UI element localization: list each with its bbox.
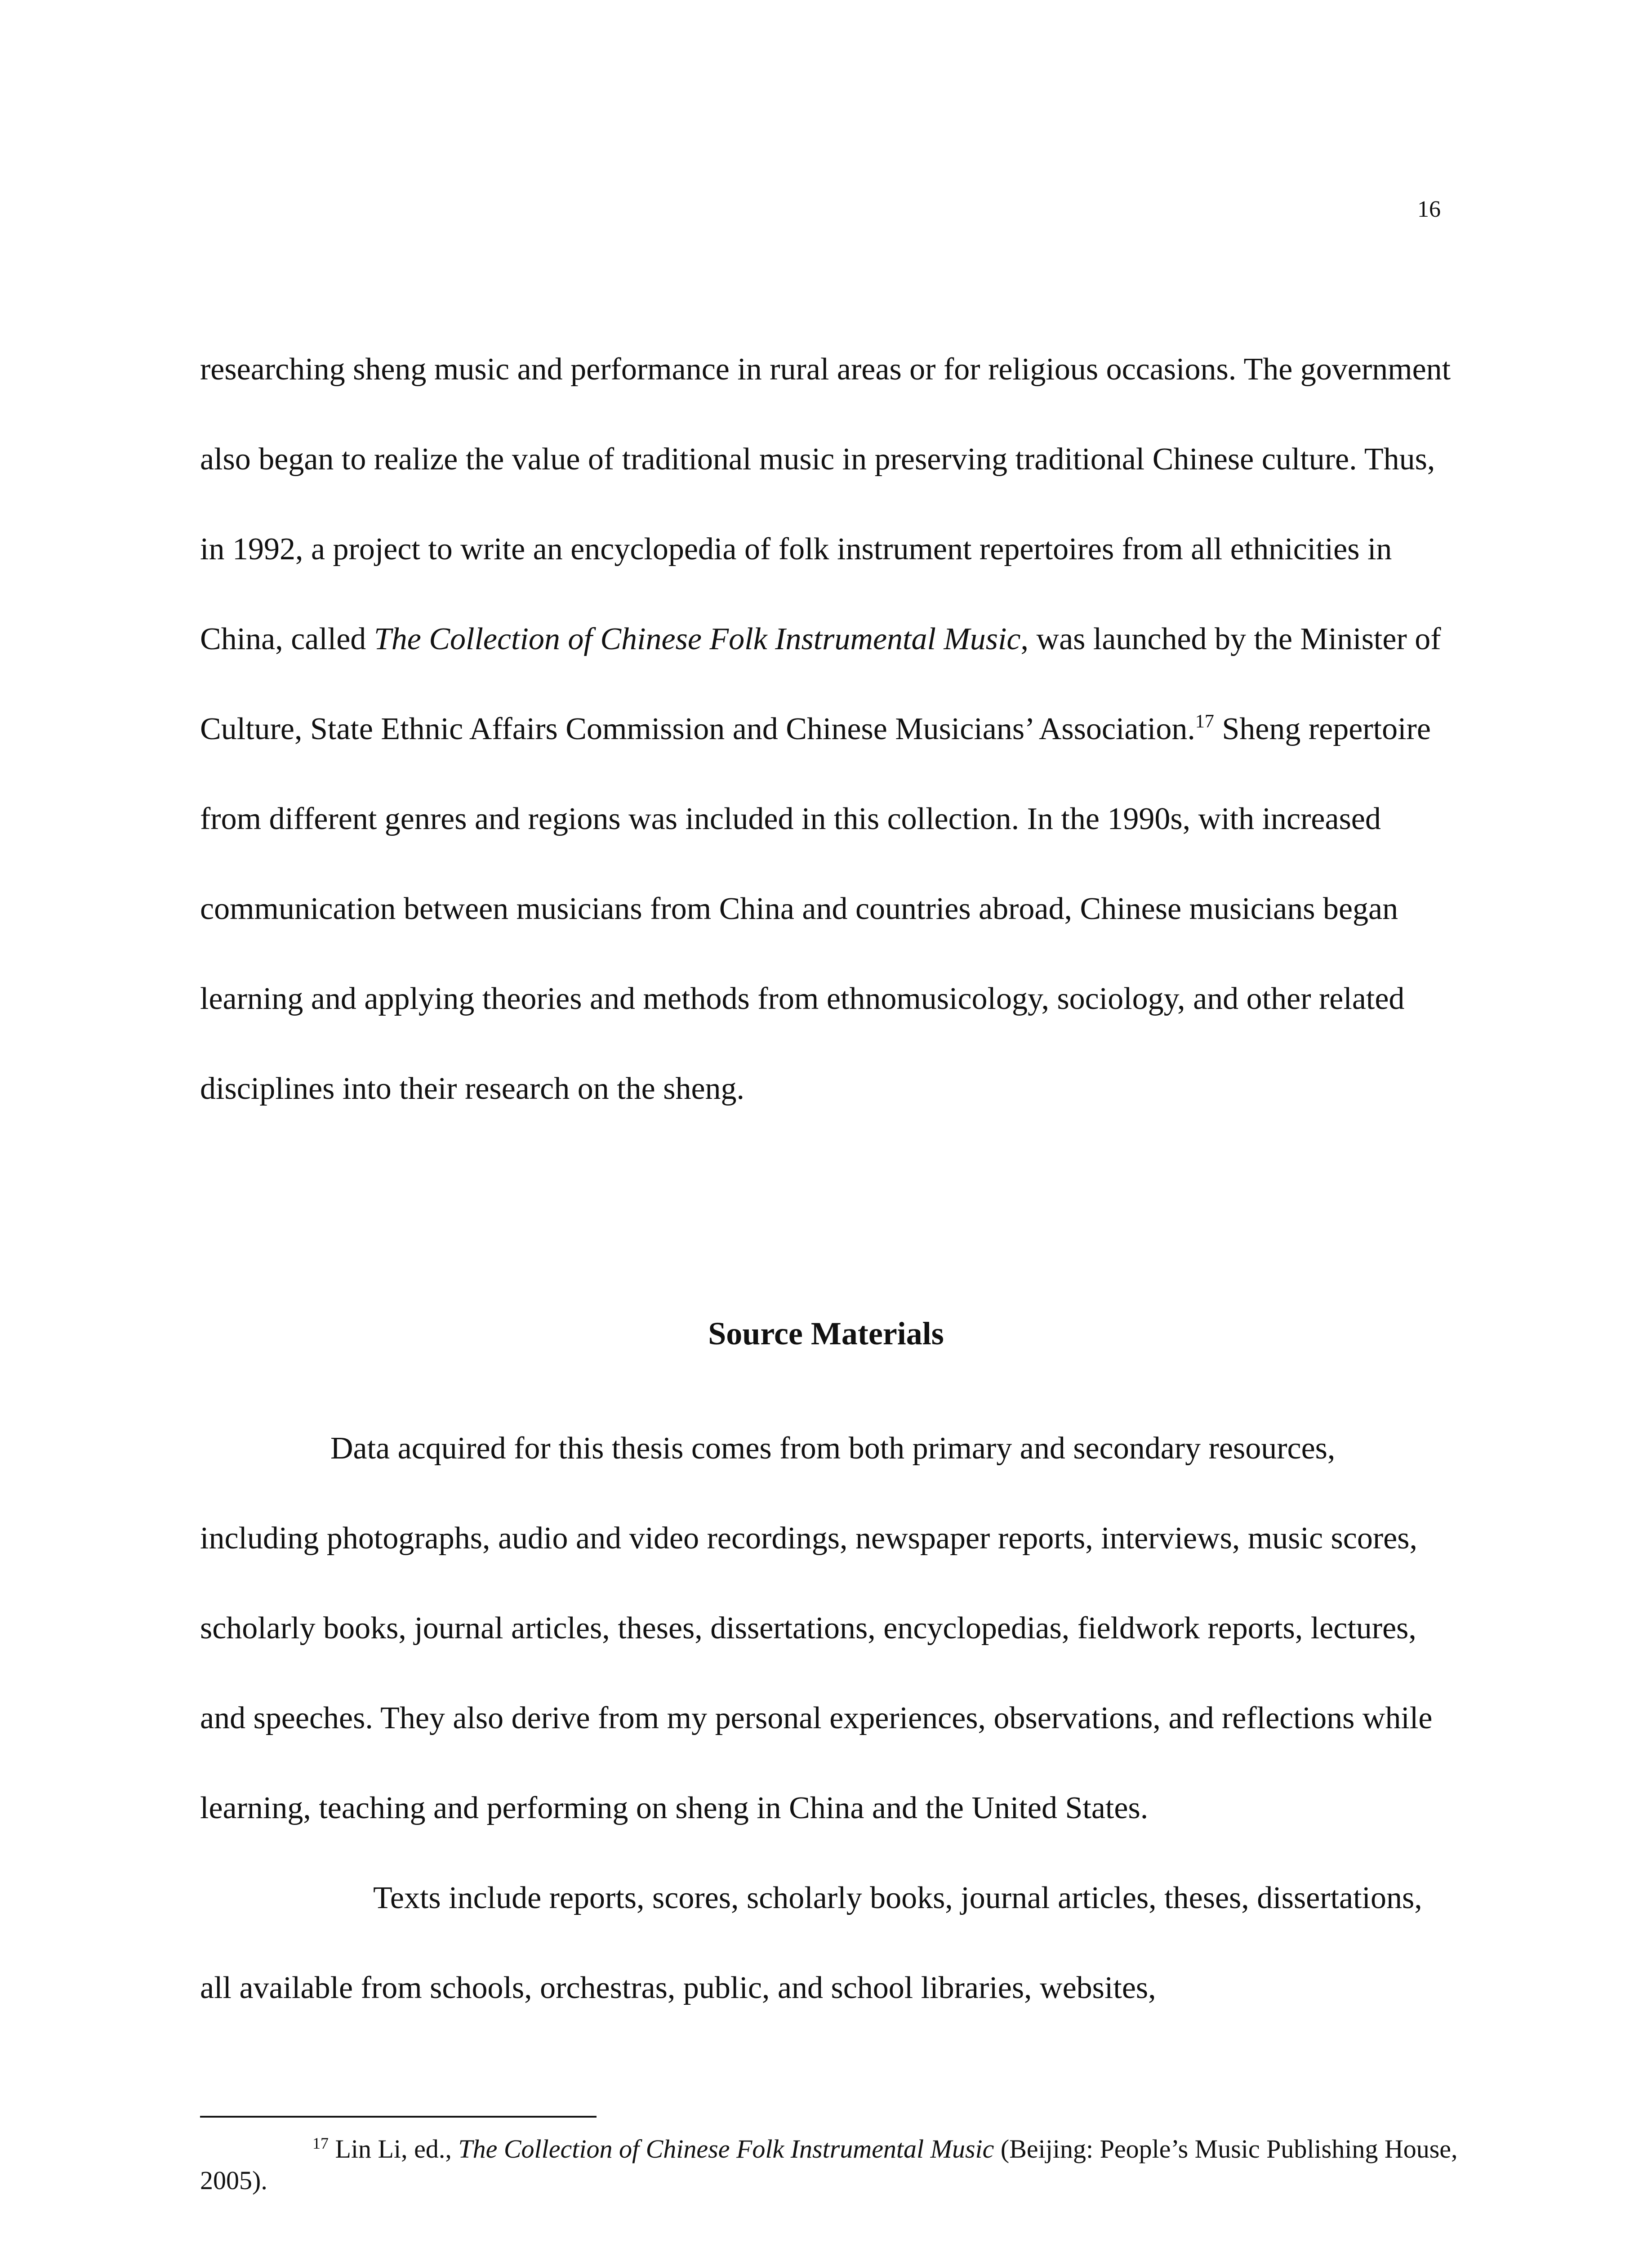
footnote: [200, 2133, 1459, 2196]
footnote-separator: [200, 2116, 597, 2118]
collection-title: The Collection of Chinese Folk Instrumental Music: [374, 622, 1021, 656]
page-number: 16: [1417, 196, 1441, 222]
paragraph-3: Texts include reports, scores, scholarly books, journal articles, theses, dissertations, all available from schools, orchestras, public, and school libraries, websites,: [200, 1881, 1422, 2005]
paragraph-2: Data acquired for this thesis comes from both primary and secondary resources, including photographs, audio and video recordings, newspaper reports, interviews, music scores, scholarly books, journal articles, theses, dissertations, encyclopedias, fieldwork reports, lectures, and speeches. They also derive from my personal experiences, observations, and reflections while learning, teaching and performing on sheng in China and the United States.: [200, 1431, 1433, 1825]
footnote-reference[interactable]: 17: [1195, 711, 1214, 732]
footnote-text-b: (Beijing: People’s Music Publishing House, 2005).: [200, 2134, 1458, 2195]
paragraph-1: [200, 325, 1459, 1134]
paragraph-1-text-b: , was launched by the Minister of Culture, State Ethnic Affairs Commission and Chinese Musicians’ Association.: [200, 622, 1441, 746]
footnote-title: The Collection of Chinese Folk Instrumental Music: [458, 2134, 994, 2163]
footnote-number: 17: [312, 2134, 329, 2152]
paragraph-1-text-a: researching sheng music and performance in rural areas or for religious occasions. The government also began to realize the value of traditional music in preserving traditional Chinese culture. Thus, in 1992, a project to write an encyclopedia of folk instrument repertoires from all ethnicities in China, called: [200, 352, 1451, 656]
paragraph-1-text-c: Sheng repertoire from different genres and regions was included in this collection. In the 1990s, with increased communication between musicians from China and countries abroad, Chinese musicians began learning and applying theories and methods from ethnomusicology, sociology, and other related disciplines into their research on the sheng.: [200, 712, 1431, 1106]
footnote-text-a: Lin Li, ed.,: [329, 2134, 459, 2163]
source-materials-text: [200, 1404, 1459, 2033]
section-heading: Source Materials: [708, 1316, 944, 1351]
body-text-block: [200, 325, 1459, 1134]
